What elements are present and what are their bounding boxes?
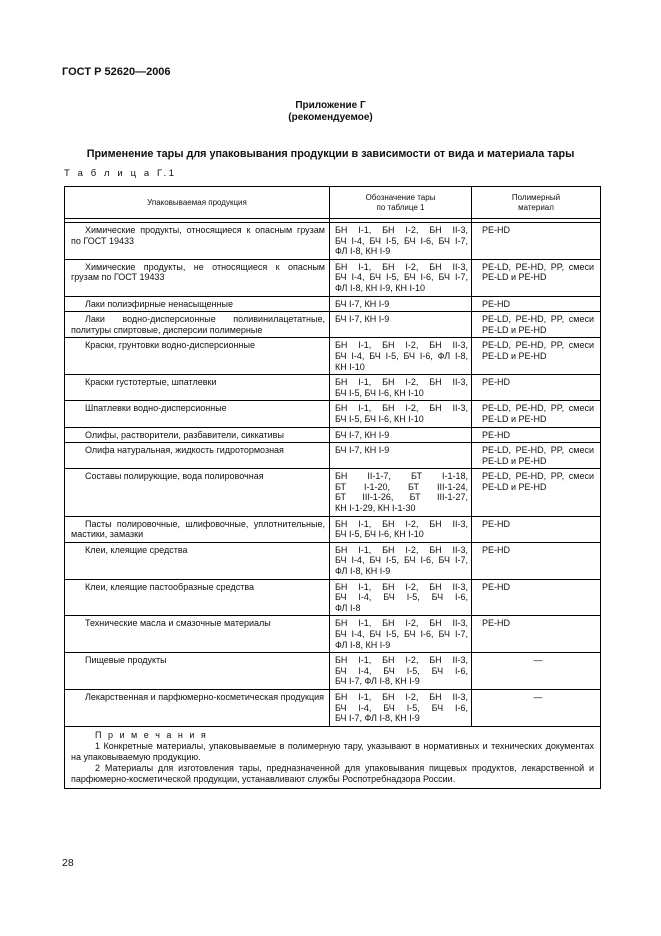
- table-row: [65, 259, 601, 296]
- material-cell: —: [472, 689, 601, 726]
- code-line: БТ III-1-26, БТ III-1-27,: [335, 492, 468, 503]
- column-header-codes: Обозначение тары по таблице 1: [330, 187, 472, 219]
- code-line: БЧ I-7, КН I-9: [335, 314, 390, 325]
- codes-cell: [330, 259, 472, 296]
- code-line: БН I-1, БН I-2, БН II-3,: [335, 225, 468, 235]
- product-cell: [65, 312, 330, 338]
- page-title: Применение тары для упаковывания продукции в зависимости от вида и материала тары: [86, 148, 575, 160]
- material-cell: PE-HD: [472, 223, 601, 260]
- product-cell: [65, 375, 330, 401]
- table-row: [65, 338, 601, 375]
- code-line: БН I-1, БН I-2, БН II-3,: [335, 340, 468, 351]
- codes-cell: [330, 653, 472, 690]
- page-number: 28: [62, 857, 74, 869]
- material-cell: PE-HD: [472, 616, 601, 653]
- code-line: БЧ I-4, БЧ I-5, БЧ I-6, БЧ I-7,: [335, 629, 468, 639]
- material-cell: PE-LD, PE-HD, PP, смеси PE-LD и PE-HD: [472, 469, 601, 516]
- annex-status: (рекомендуемое): [288, 112, 373, 123]
- table-header-row: [65, 187, 601, 219]
- code-line: ФЛ I-8, КН I-9: [335, 639, 391, 650]
- code-line: БЧ I-7, ФЛ I-8, КН I-9: [335, 713, 420, 724]
- product-name: Клеи, клеящие средства: [85, 544, 188, 555]
- code-line: БН I-1, БН I-2, БН II-3,: [335, 518, 468, 529]
- code-line: БЧ I-7, КН I-9: [335, 429, 390, 440]
- table-row: [65, 427, 601, 443]
- code-line: ФЛ I-8: [335, 602, 361, 613]
- product-cell: [65, 443, 330, 469]
- code-line: БН I-1, БН I-2, БН II-3,: [335, 655, 468, 666]
- material-cell: PE-LD, PE-HD, PP, смеси PE-LD и PE-HD: [472, 401, 601, 427]
- notes-row: [65, 726, 601, 788]
- material-cell: PE-HD: [472, 296, 601, 312]
- codes-cell: [330, 616, 472, 653]
- product-name: Олифа натуральная, жидкость гидротормозная: [85, 445, 284, 456]
- material-cell: PE-LD, PE-HD, PP, смеси PE-LD и PE-HD: [472, 338, 601, 375]
- table-row: [65, 223, 601, 260]
- material-cell: PE-LD, PE-HD, PP, смеси PE-LD и PE-HD: [472, 259, 601, 296]
- code-line: БН I-1, БН I-2, БН II-3,: [335, 377, 468, 388]
- column-header-product: Упаковываемая продукция: [65, 187, 330, 219]
- product-name: Лаки водно-дисперсионные поливинилацетатные, политуры спиртовые, дисперсии полимерные: [71, 314, 325, 335]
- product-cell: [65, 338, 330, 375]
- product-cell: [65, 401, 330, 427]
- product-name: Лекарственная и парфюмерно-косметическая продукция: [85, 691, 325, 702]
- codes-cell: [330, 296, 472, 312]
- material-cell: PE-HD: [472, 579, 601, 616]
- product-cell: [65, 296, 330, 312]
- material-cell: PE-HD: [472, 427, 601, 443]
- code-line: БЧ I-7, КН I-9: [335, 445, 390, 456]
- codes-cell: [330, 469, 472, 516]
- code-line: БН II-1-7, БТ I-1-18,: [335, 471, 468, 482]
- product-name: Клеи, клеящие пастообразные средства: [85, 581, 255, 592]
- table-row: [65, 542, 601, 579]
- column-header-material: Полимерный материал: [472, 187, 601, 219]
- code-line: БН I-1, БН I-2, БН II-3,: [335, 544, 468, 555]
- product-name: Пасты полировочные, шлифовочные, уплотнительные, мастики, замазки: [71, 518, 325, 540]
- product-name: Краски, грунтовки водно-дисперсионные: [85, 340, 255, 351]
- code-line: БЧ I-4, БЧ I-5, БЧ I-6,: [335, 702, 468, 713]
- codes-cell: [330, 579, 472, 616]
- table-row: [65, 296, 601, 312]
- codes-cell: [330, 312, 472, 338]
- table-row: [65, 579, 601, 616]
- codes-cell: [330, 516, 472, 542]
- code-line: ФЛ I-8, КН I-9: [335, 246, 391, 257]
- codes-cell: [330, 427, 472, 443]
- code-line: БН I-1, БН I-2, БН II-3,: [335, 691, 468, 702]
- product-cell: [65, 616, 330, 653]
- code-line: БЧ I-4, БЧ I-5, БЧ I-6, БЧ I-7,: [335, 272, 468, 283]
- codes-cell: [330, 375, 472, 401]
- code-line: БЧ I-5, БЧ I-6, КН I-10: [335, 387, 424, 398]
- table-row: [65, 443, 601, 469]
- codes-cell: [330, 401, 472, 427]
- code-line: ФЛ I-8, КН I-9, КН I-10: [335, 282, 425, 293]
- product-name: Химические продукты, относящиеся к опасным грузам по ГОСТ 19433: [71, 225, 325, 246]
- product-cell: [65, 427, 330, 443]
- table-row: [65, 469, 601, 516]
- table-row: [65, 689, 601, 726]
- product-cell: [65, 516, 330, 542]
- product-name: Лаки полиэфирные ненасыщенные: [85, 298, 233, 309]
- product-cell: [65, 542, 330, 579]
- note-1: 1 Конкретные материалы, упаковываемые в полимерную тару, указывают в нормативных и технических документах на упаковываемую продукцию.: [71, 740, 594, 762]
- table-body: [65, 219, 601, 727]
- annex-title: Приложение Г: [295, 100, 366, 111]
- codes-cell: [330, 223, 472, 260]
- code-line: БЧ I-7, ФЛ I-8, КН I-9: [335, 676, 420, 687]
- product-name: Олифы, растворители, разбавители, сиккативы: [85, 429, 284, 440]
- material-cell: PE-HD: [472, 516, 601, 542]
- code-line: БЧ I-4, БЧ I-5, БЧ I-6,: [335, 665, 468, 676]
- code-line: БЧ I-4, БЧ I-5, БЧ I-6, ФЛ I-8,: [335, 350, 468, 361]
- product-name: Технические масла и смазочные материалы: [85, 618, 271, 629]
- product-name: Химические продукты, не относящиеся к опасным грузам по ГОСТ 19433: [71, 261, 325, 283]
- table-row: [65, 401, 601, 427]
- notes-cell: [65, 726, 601, 788]
- code-line: БТ I-1-20, БТ III-1-24,: [335, 481, 468, 492]
- table-row: [65, 312, 601, 338]
- code-line: БЧ I-4, БЧ I-5, БЧ I-6,: [335, 592, 468, 603]
- code-line: ФЛ I-8, КН I-9: [335, 566, 391, 577]
- code-line: БЧ I-4, БЧ I-5, БЧ I-6, БЧ I-7,: [335, 235, 468, 246]
- product-cell: [65, 579, 330, 616]
- material-cell: —: [472, 653, 601, 690]
- codes-cell: [330, 443, 472, 469]
- notes-heading: П р и м е ч а н и я: [95, 729, 208, 740]
- material-cell: PE-LD, PE-HD, PP, смеси PE-LD и PE-HD: [472, 312, 601, 338]
- code-line: БН I-1, БН I-2, БН II-3,: [335, 618, 468, 629]
- codes-cell: [330, 542, 472, 579]
- material-cell: PE-LD, PE-HD, PP, смеси PE-LD и PE-HD: [472, 443, 601, 469]
- code-line: БН I-1, БН I-2, БН II-3,: [335, 261, 468, 272]
- product-name: Пищевые продукты: [85, 655, 167, 666]
- packaging-table: [64, 186, 601, 789]
- table-label: Т а б л и ц а Г.1: [64, 168, 177, 179]
- product-cell: [65, 653, 330, 690]
- product-name: Краски густотертые, шпатлевки: [85, 377, 217, 388]
- code-line: БН I-1, БН I-2, БН II-3,: [335, 581, 468, 592]
- product-name: Составы полирующие, вода полировочная: [85, 471, 264, 482]
- code-line: БЧ I-4, БЧ I-5, БЧ I-6, БЧ I-7,: [335, 555, 468, 566]
- product-cell: [65, 469, 330, 516]
- code-line: БЧ I-5, БЧ I-6, КН I-10: [335, 413, 424, 424]
- note-2: 2 Материалы для изготовления тары, предназначенной для упаковывания пищевых продуктов, лекарственной и парфюмерно-косметической продукции, устанавливают службы Роспотребнадзора России.: [71, 762, 594, 784]
- code-line: БЧ I-7, КН I-9: [335, 298, 390, 309]
- code-line: БН I-1, БН I-2, БН II-3,: [335, 403, 468, 414]
- table-row: [65, 653, 601, 690]
- material-cell: PE-HD: [472, 375, 601, 401]
- product-name: Шпатлевки водно-дисперсионные: [85, 403, 227, 414]
- table-row: [65, 516, 601, 542]
- codes-cell: [330, 338, 472, 375]
- product-cell: [65, 223, 330, 260]
- product-cell: [65, 259, 330, 296]
- table-row: [65, 375, 601, 401]
- code-line: КН I-10: [335, 361, 365, 372]
- standard-header: ГОСТ Р 52620—2006: [62, 66, 171, 78]
- product-cell: [65, 689, 330, 726]
- codes-cell: [330, 689, 472, 726]
- code-line: БЧ I-5, БЧ I-6, КН I-10: [335, 529, 424, 540]
- material-cell: PE-HD: [472, 542, 601, 579]
- table-row: [65, 616, 601, 653]
- code-line: КН I-1-29, КН I-1-30: [335, 503, 416, 514]
